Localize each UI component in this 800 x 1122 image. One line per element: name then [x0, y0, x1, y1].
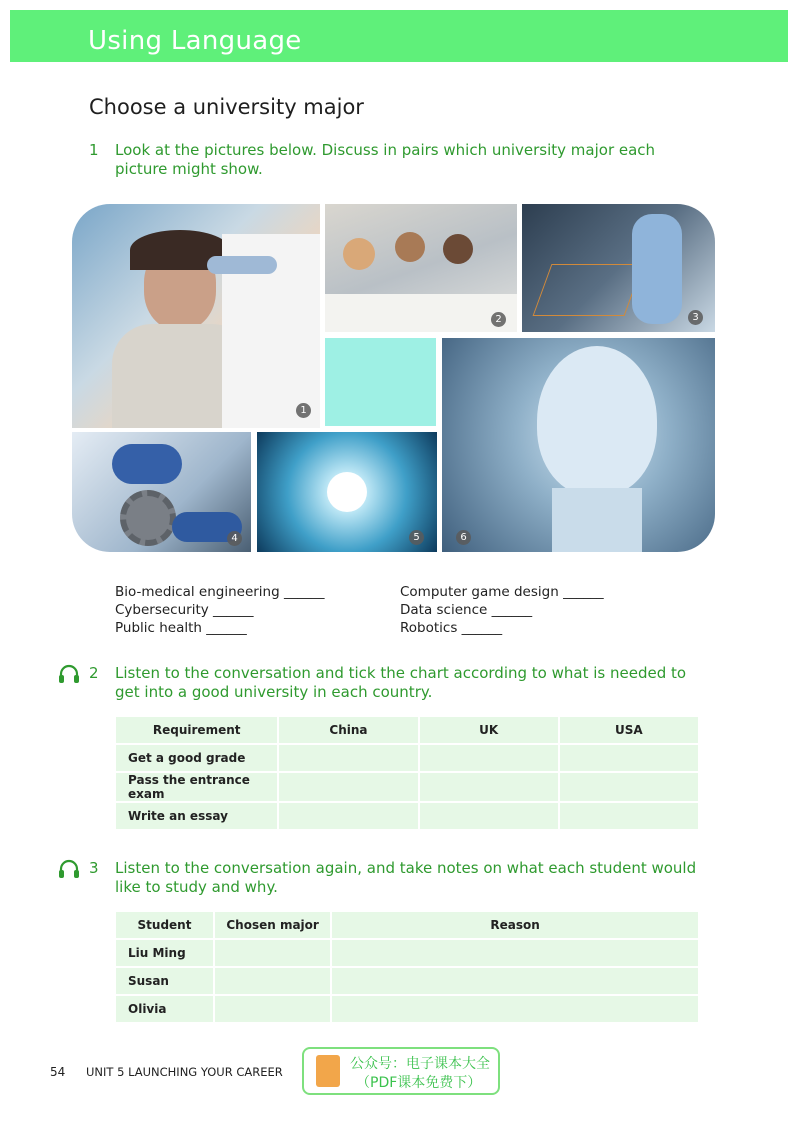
tick-cell[interactable]: [279, 773, 417, 801]
headphones-icon: [58, 859, 80, 879]
section-title: Choose a university major: [89, 95, 364, 119]
row-label: Get a good grade: [116, 745, 277, 771]
note-cell[interactable]: [332, 968, 698, 994]
question-2-text: Listen to the conversation and tick the chart according to what is needed to get into a good university in each country.: [115, 664, 687, 701]
tick-cell[interactable]: [279, 745, 417, 771]
image-3: [522, 204, 715, 332]
major-robotics: Robotics ______: [400, 620, 503, 636]
picture-collage: [72, 204, 715, 552]
note-cell[interactable]: [332, 996, 698, 1022]
watermark-stamp: [302, 1047, 500, 1095]
tick-cell[interactable]: [279, 803, 417, 829]
major-game-design: Computer game design ______: [400, 584, 604, 600]
row-label: Write an essay: [116, 803, 277, 829]
table-row: [116, 968, 698, 994]
tick-cell[interactable]: [420, 745, 558, 771]
student-name: Olivia: [116, 996, 213, 1022]
image-5: [257, 432, 437, 552]
majors-right: [400, 583, 604, 637]
note-cell[interactable]: [215, 968, 330, 994]
unit-label: UNIT 5 LAUNCHING YOUR CAREER: [86, 1065, 283, 1079]
table-row: [116, 803, 698, 829]
table-row: [116, 745, 698, 771]
book-logo-icon: [316, 1055, 340, 1087]
table-row: [116, 940, 698, 966]
requirements-table: [114, 715, 700, 831]
notes-table: [114, 910, 700, 1024]
header-usa: USA: [560, 717, 698, 743]
note-cell[interactable]: [332, 940, 698, 966]
image-6-number: 6: [456, 530, 471, 545]
header-requirement: Requirement: [116, 717, 277, 743]
table-row: [116, 773, 698, 801]
image-6: [442, 338, 715, 552]
tick-cell[interactable]: [560, 745, 698, 771]
header-uk: UK: [420, 717, 558, 743]
header-student: Student: [116, 912, 213, 938]
header-china: China: [279, 717, 417, 743]
major-biomedical: Bio-medical engineering ______: [115, 584, 325, 600]
image-2-number: 2: [491, 312, 506, 327]
tick-cell[interactable]: [560, 773, 698, 801]
image-2: [325, 204, 517, 332]
tick-cell[interactable]: [560, 803, 698, 829]
image-1-number: 1: [296, 403, 311, 418]
majors-left: [115, 583, 324, 637]
image-4: [72, 432, 251, 552]
question-2-number: 2: [89, 664, 99, 682]
student-name: Susan: [116, 968, 213, 994]
image-1: [72, 204, 320, 428]
tick-cell[interactable]: [420, 773, 558, 801]
major-public-health: Public health ______: [115, 620, 247, 636]
image-5-number: 5: [409, 530, 424, 545]
image-3-number: 3: [688, 310, 703, 325]
image-4-number: 4: [227, 531, 242, 546]
student-name: Liu Ming: [116, 940, 213, 966]
major-cybersecurity: Cybersecurity ______: [115, 602, 254, 618]
question-1-number: 1: [89, 141, 99, 159]
page-number: 54: [50, 1065, 66, 1079]
question-3-number: 3: [89, 859, 99, 877]
tick-cell[interactable]: [420, 803, 558, 829]
banner-title: Using Language: [88, 26, 302, 56]
headphones-icon: [58, 664, 80, 684]
note-cell[interactable]: [215, 940, 330, 966]
unit-banner: [10, 10, 788, 62]
major-data-science: Data science ______: [400, 602, 533, 618]
stamp-line-1: 公众号：电子课本大全: [350, 1056, 490, 1072]
header-chosen-major: Chosen major: [215, 912, 330, 938]
table-row: [116, 996, 698, 1022]
question-3-text: Listen to the conversation again, and take notes on what each student would like to study and why.: [115, 859, 697, 896]
table-header-row: [116, 912, 698, 938]
question-1-text: Look at the pictures below. Discuss in pairs which university major each picture might show.: [115, 141, 656, 178]
row-label: Pass the entrance exam: [116, 773, 277, 801]
table-header-row: [116, 717, 698, 743]
aqua-block: [325, 338, 436, 426]
stamp-line-2: （PDF课本免费下）: [356, 1075, 482, 1091]
header-reason: Reason: [332, 912, 698, 938]
note-cell[interactable]: [215, 996, 330, 1022]
